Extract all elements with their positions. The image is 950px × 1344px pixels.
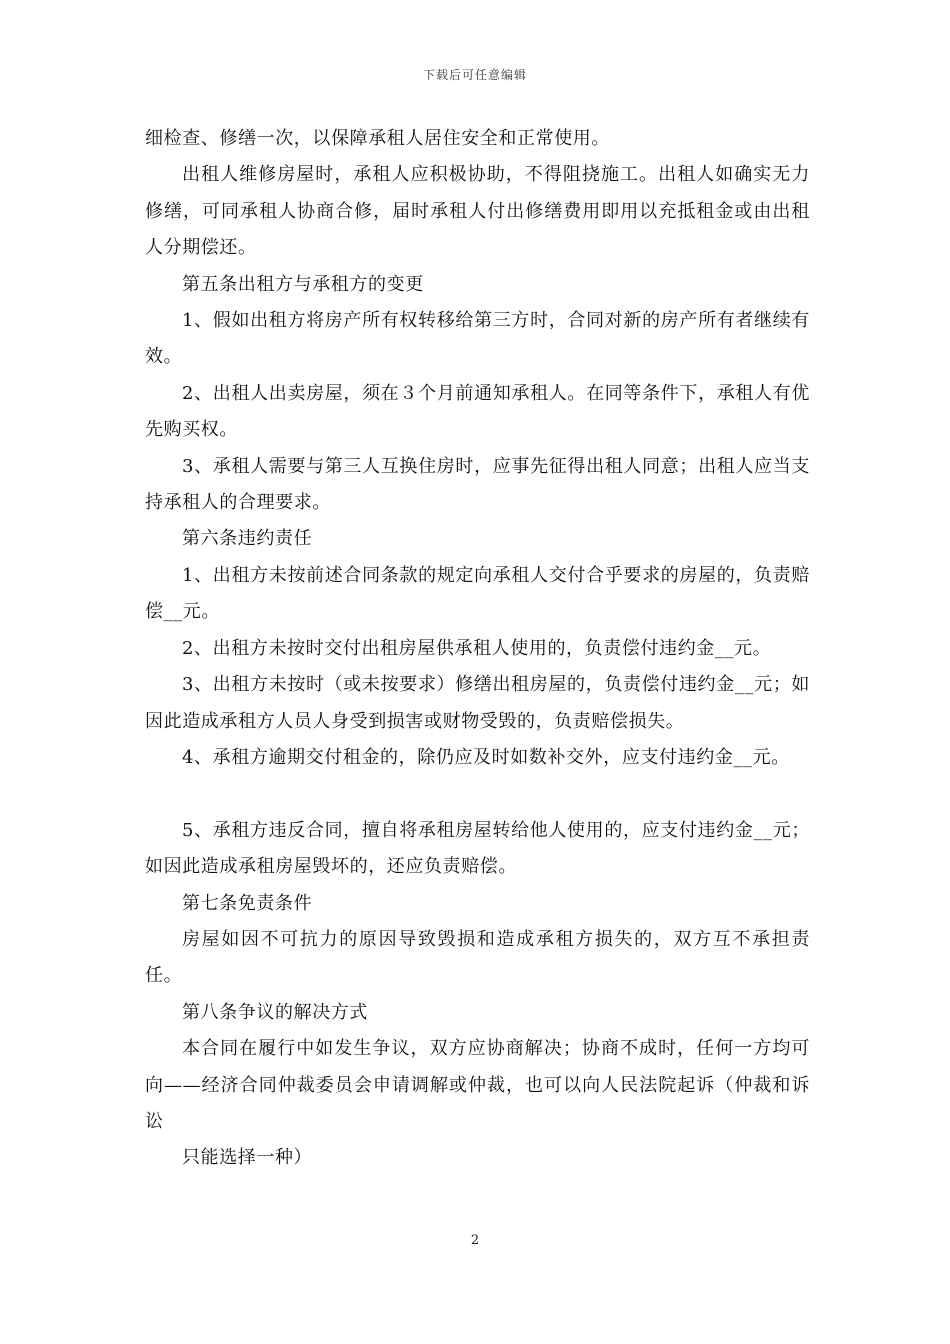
article-6-item-2: 2、出租方未按时交付出租房屋供承租人使用的，负责偿付违约金__元。 [182,637,772,659]
paragraph-continued: 细检查、修缮一次，以保障承租人居住安全和正常使用。 [145,128,610,149]
article-7-heading: 第七条免责条件 [182,892,313,914]
article-6-item-4: 4、承租方逾期交付租金的，除仍应及时如数补交外，应支付违约金__元。 [182,746,790,768]
article-5-item-2: 2、出租人出卖房屋，须在３个月前通知承租人。在同等条件下，承租人有优先购买权。 [145,382,810,441]
article-8-body: 本合同在履行中如发生争议，双方应协商解决；协商不成时，任何一方均可向——经济合同仲裁委员会申请调解或仲裁，也可以向人民法院起诉（仲裁和诉讼 [145,1038,810,1132]
document-body [145,121,810,1177]
article-8-heading: 第八条争议的解决方式 [182,1001,368,1023]
article-5-item-1: 1、假如出租方将房产所有权转移给第三方时，合同对新的房产所有者继续有效。 [145,310,810,368]
blank-line [145,776,810,812]
article-6-item-3: 3、出租方未按时（或未按要求）修缮出租房屋的，负责偿付违约金__元；如因此造成承租方人员人身受到损害或财物受毁的，负责赔偿损失。 [145,674,810,732]
article-8-body-continued: 只能选择一种） [182,1147,313,1169]
article-5-item-3: 3、承租人需要与第三人互换住房时，应事先征得出租人同意；出租人应当支持承租人的合理要求。 [145,455,810,514]
article-5-heading: 第五条出租方与承租方的变更 [182,273,424,295]
article-6-heading: 第六条违约责任 [182,528,313,550]
paragraph-repair-cooperation: 出租人维修房屋时，承租人应积极协助，不得阻挠施工。出租人如确实无力修缮，可同承租人协商合修，届时承租人付出修缮费用即用以充抵租金或由出租人分期偿还。 [145,164,810,259]
article-7-body: 房屋如因不可抗力的原因导致毁损和造成承租方损失的，双方互不承担责任。 [145,928,810,987]
article-6-item-1: 1、出租方未按前述合同条款的规定向承租人交付合乎要求的房屋的，负责赔偿__元。 [145,564,810,623]
article-6-item-5: 5、承租方违反合同，擅自将承租房屋转给他人使用的，应支付违约金__元；如因此造成承租房屋毁坏的，还应负责赔偿。 [145,819,810,878]
page-number: 2 [470,1233,480,1248]
page-header-note: 下载后可任意编辑 [422,68,527,82]
